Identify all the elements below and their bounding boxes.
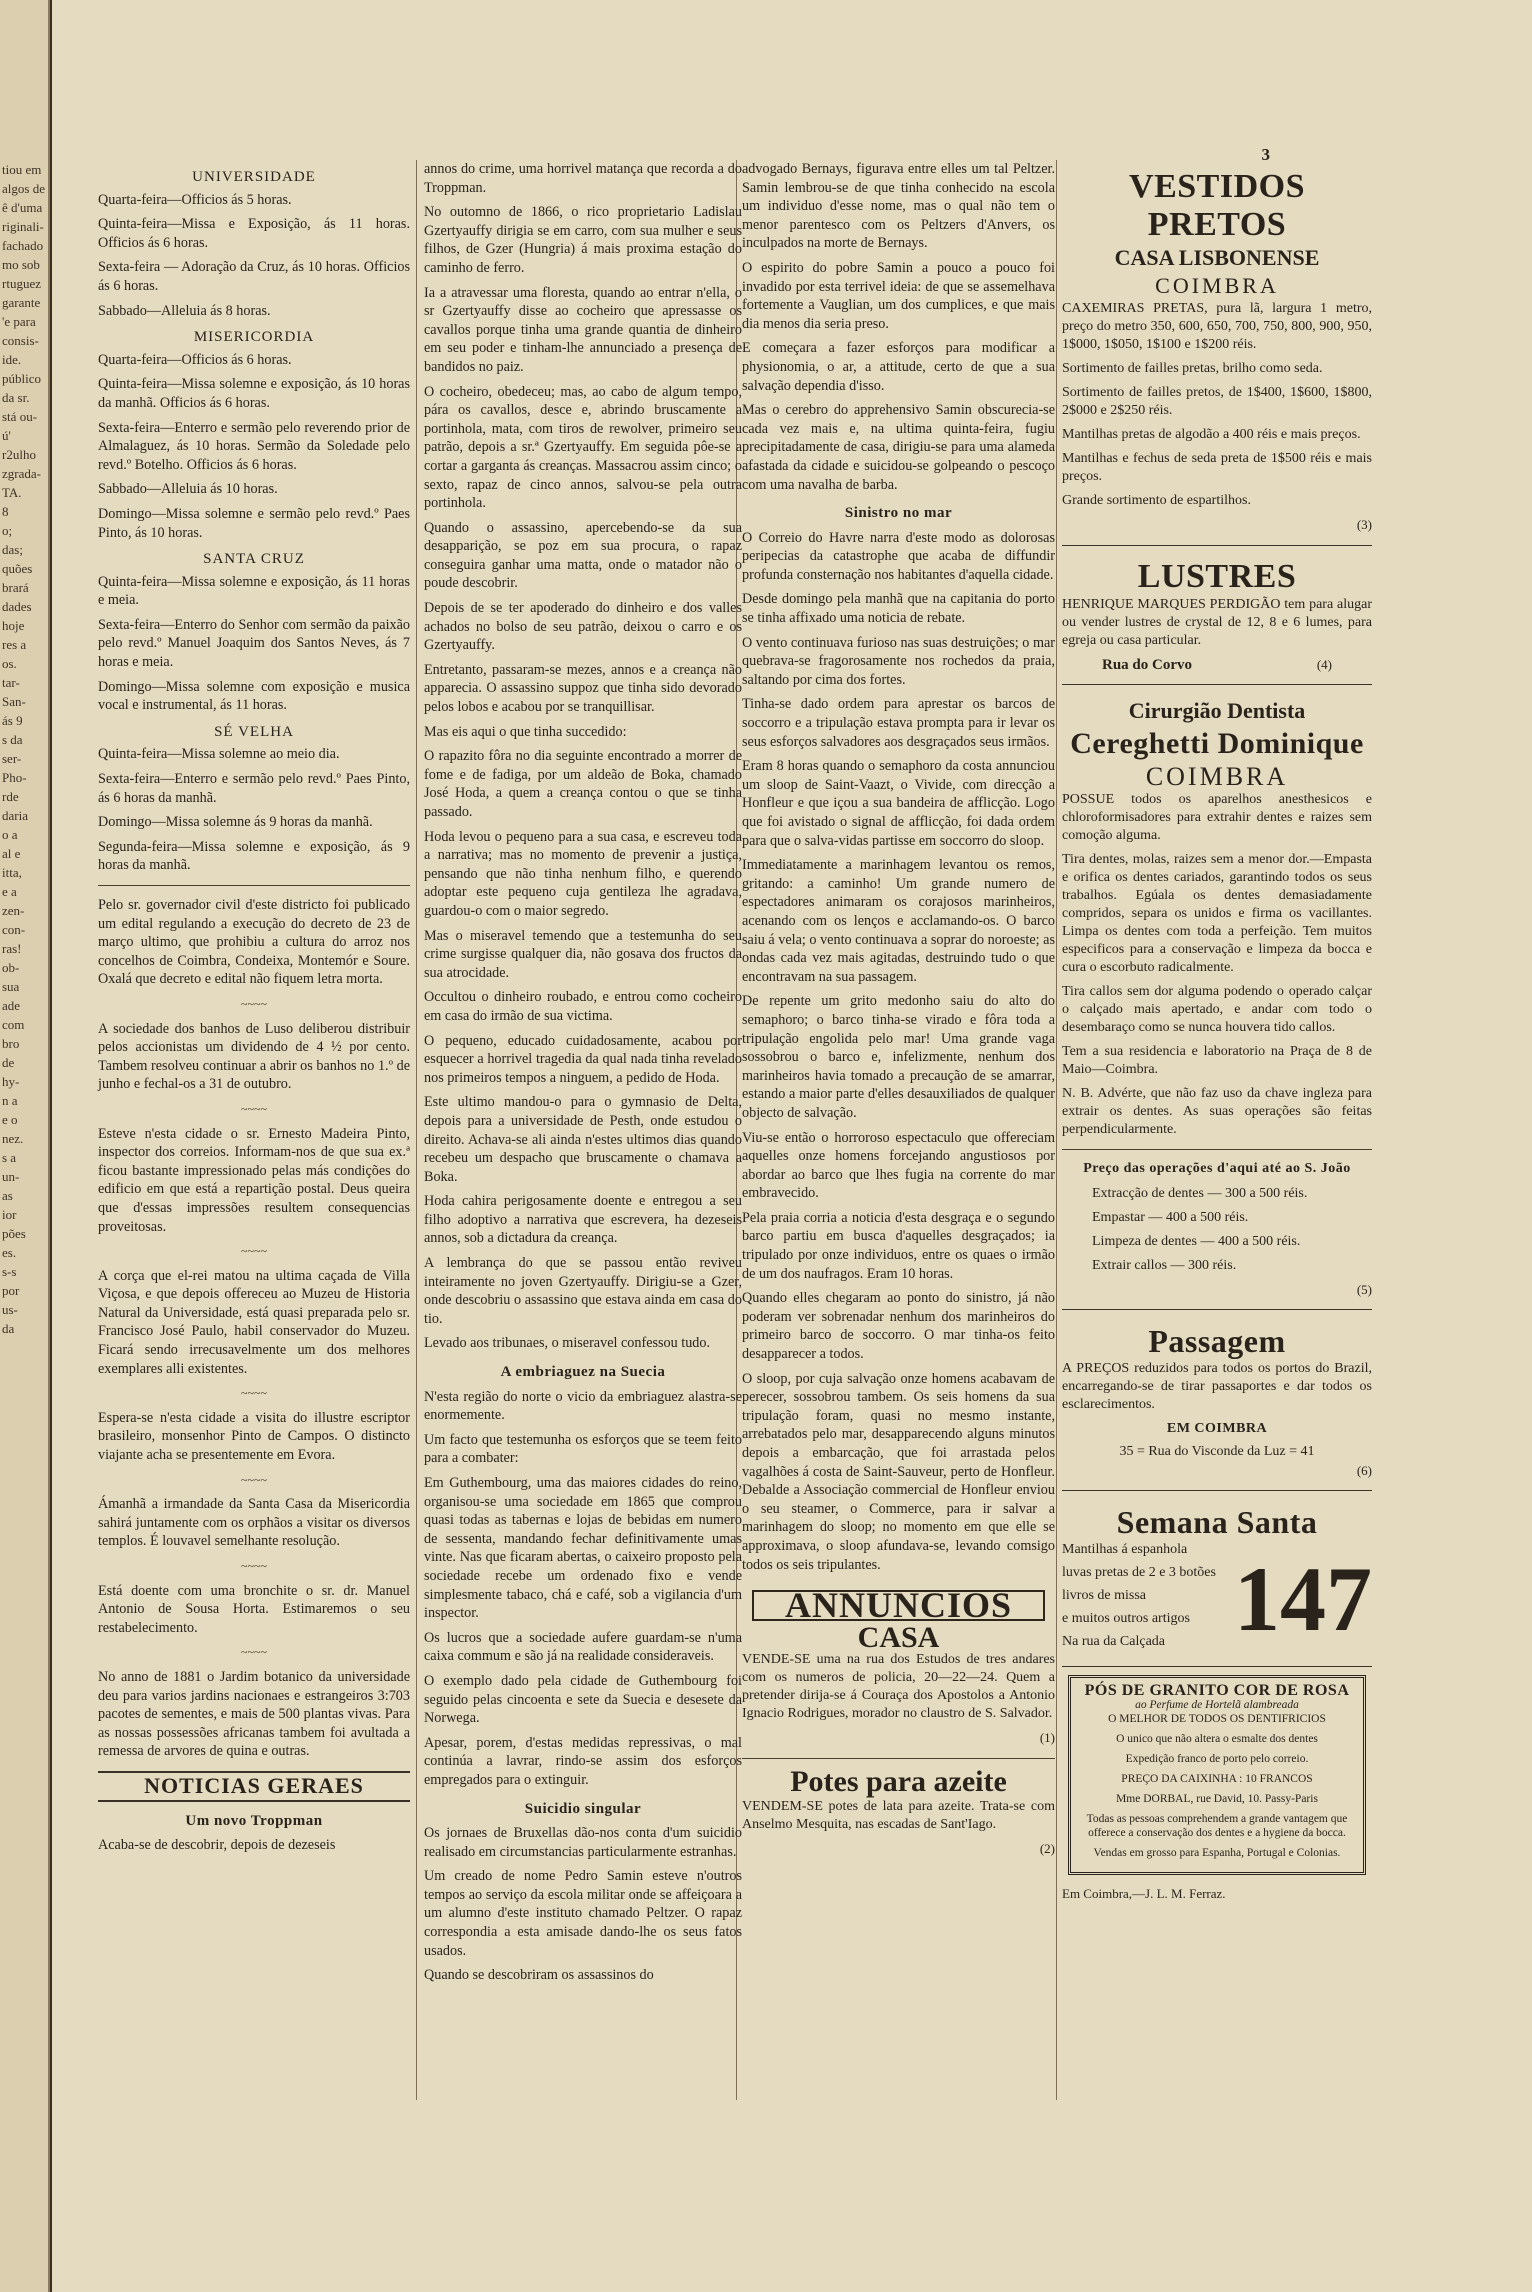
article-paragraph: Um facto que testemunha os esforços que se teem feito para a combater: — [424, 1431, 742, 1467]
column-4 — [1062, 160, 1372, 1904]
schedule-entry: Sabbado—Alleluia ás 8 horas. — [98, 302, 271, 319]
article-paragraph: No outomno de 1866, o rico proprietario Ladislau Gzertyauffy dirigia se em carro, com sua mulher e seus filhos, de Gzer (Hungria) á mais proxima estação do caminho de ferro. — [424, 204, 742, 276]
article-paragraph: E começara a fazer esforços para modificar a physionomia, o ar, a attitude, certo de que a sua salvação dependia d'isso. — [742, 340, 1055, 394]
schedule-entry: Quinta-feira—Missa e Exposição, ás 11 horas. Officios ás 6 horas. — [98, 216, 410, 251]
previous-page-fragment: quões — [2, 561, 33, 576]
lustres-title: LUSTRES — [1137, 557, 1297, 595]
vestidos-ad — [1062, 160, 1372, 546]
passagem-ad — [1062, 1314, 1372, 1491]
ornament-divider: ~~~~ — [241, 1101, 267, 1116]
previous-page-fragment: tiou em — [2, 162, 42, 177]
article-paragraph: Tinha-se dado ordem para aprestar os barcos de soccorro e a tripulação estava prompta para ir levar os seus esforços salvadores aos desgraçados seus irmãos. — [742, 696, 1055, 750]
previous-page-fragment: ior — [2, 1207, 17, 1222]
previous-page-fragment: al e — [2, 846, 21, 861]
divider — [98, 885, 410, 886]
previous-page-fragment: da sr. — [2, 390, 30, 405]
dentista-text — [1062, 791, 1372, 1139]
previous-page-fragment: con- — [2, 922, 26, 937]
article-paragraph: Um creado de nome Pedro Samin esteve n'outros tempos ao serviço da escola militar onde se affeiçoara a um alumno d'este instituto chamado Peltzer. O rapaz correspondia a esta amisade dando-lhe os seus fatos usados. — [424, 1868, 742, 1959]
previous-page-fragment: Pho- — [2, 770, 27, 785]
previous-page-fragment: daria — [2, 808, 28, 823]
passagem-text: A PREÇOS reduzidos para todos os portos do Brazil, encarregando-se de tirar passaportes e dar todos os esclarecimentos. — [1062, 1361, 1372, 1413]
lustres-address: Rua do Corvo — [1102, 656, 1193, 673]
article-paragraph: Mas o miseravel temendo que a testemunha do seu crime surgisse qualquer dia, não gosava dos fructos da sua atrocidade. — [424, 927, 742, 981]
soap-line: Expedição franco de porto pelo correio. — [1125, 1753, 1309, 1766]
schedule-entry: Quarta-feira—Officios ás 5 horas. — [98, 191, 292, 208]
schedule-entry: Sexta-feira—Enterro e sermão pelo reverendo prior de Almalaguez, ás 10 horas. Sermão da Soledade pelo revd.º Botelho. Officios ás 6 horas. — [98, 419, 410, 473]
semana-santa-ad — [1062, 1495, 1372, 1667]
previous-page-fragment: tar- — [2, 675, 20, 690]
previous-page-fragment: da — [2, 1321, 15, 1336]
article-paragraph: De repente um grito medonho saiu do alto do semaphoro; o barco tinha-se virado e fôra toda a tripulação engolida pelo mar! Uma grande vaga sossobrou o barco e, infelizmente, nenhum dos marinheiros havia tomado a precaução de se amarrar, estando a maior parte d'elles desauxiliados de qualquer objecto de salvação. — [742, 993, 1055, 1121]
soap-line: Vendas em grosso para Espanha, Portugal e Colonias. — [1093, 1847, 1341, 1860]
section-head-se-velha: SÉ VELHA — [214, 723, 294, 740]
local-news-list — [98, 896, 410, 1761]
previous-page-fragment: s-s — [2, 1264, 17, 1279]
article-paragraph: O cocheiro, obedeceu; mas, ao cabo de algum tempo, pára os cavallos, desce e, abrindo bruscamente a portinhola, mata, com tiros de rewolver, primeiro seu patrão, depois a sr.ª Gzertyauffy. Em seguida pôe-se a cortar a garganta ás creanças. Massacrou assim cinco; o sexto, rapaz de cinco annos, salvou-se pela outra portinhola. — [424, 383, 742, 512]
dentifricio-ad — [1068, 1675, 1366, 1875]
schedule-entry: Domingo—Missa solemne com exposição e musica vocal e instrumental, ás 11 horas. — [98, 678, 410, 714]
previous-page-fragment: us- — [2, 1302, 18, 1317]
semana-number: 147 — [1234, 1547, 1372, 1650]
previous-page-fragment: r2ulho — [2, 447, 36, 462]
article-paragraph: Os jornaes de Bruxellas dão-nos conta d'um suicidio realisado em circumstancias particularmente estranhas. — [424, 1825, 742, 1860]
previous-page-fragment: pões — [2, 1226, 26, 1241]
ornament-divider: ~~~~ — [241, 1559, 267, 1573]
section-head-misericordia: MISERICORDIA — [193, 329, 315, 346]
price-line: Empastar — 400 a 500 réis. — [1092, 1209, 1249, 1225]
section-head-universidade: UNIVERSIDADE — [192, 169, 316, 185]
previous-page-fragment: ide. — [2, 352, 22, 367]
misericordia-list — [98, 351, 410, 542]
previous-page-fragment: n a — [2, 1093, 18, 1108]
article-paragraph: O exemplo dado pela cidade de Guthembourg foi seguido pelas cincoenta e sete da Suecia e desesete da Norwega. — [424, 1672, 742, 1727]
lustres-number: (4) — [1316, 656, 1332, 672]
vestidos-number: (3) — [1356, 517, 1372, 532]
previous-page-fragment: e a — [2, 884, 17, 899]
previous-page-fragment: garante — [2, 295, 41, 310]
ad-line: Sortimento de failles pretas, brilho como seda. — [1062, 361, 1323, 376]
ad-line: Mantilhas pretas de algodão a 400 réis e mais preços. — [1062, 427, 1361, 442]
ad-line: Grande sortimento de espartilhos. — [1062, 493, 1251, 508]
schedule-entry: Quinta-feira—Missa solemne ao meio dia. — [98, 746, 340, 763]
potes-ad-number: (2) — [1039, 1840, 1055, 1856]
previous-page-fragment: ê d'uma — [2, 200, 43, 215]
previous-page-fragment: itta, — [2, 865, 22, 880]
casa-ad-title: CASA — [857, 1620, 940, 1654]
semana-list — [1062, 1541, 1216, 1656]
article-paragraph: A lembrança do que se passou então reviveu inteiramente no joven Gzertyauffy. Dirigiu-se a Gzer, onde descobriu o assassino que estava ainda em casa do tio. — [424, 1255, 742, 1327]
article-paragraph: Em Guthembourg, uma das maiores cidades do reino, organisou-se uma sociedade em 1865 que comprou quasi todas as tabernas e lojas de bebidas em numero de sessenta, mandando fechar definitivamente umas vinte. Nas que ficaram abertas, o caixeiro proposto pela sociedade recebe um ordenado fixo e vende simplesmente tabaco, chá e café, sob a vigilancia d'um inspector. — [424, 1475, 742, 1622]
previous-page-fragment: por — [2, 1283, 20, 1298]
schedule-entry: Sexta-feira—Enterro e sermão pelo revd.º Paes Pinto, ás 6 horas da manhã. — [98, 771, 410, 806]
lustres-ad — [1062, 550, 1372, 686]
soap-subtitle: ao Perfume de Hortelã alambreada — [1135, 1699, 1299, 1712]
ornament-divider: ~~~~ — [241, 1386, 267, 1401]
schedule-entry: Sabbado—Alleluia ás 10 horas. — [98, 481, 278, 498]
column-rule — [416, 160, 417, 2100]
potes-ad-title: Potes para azeite — [790, 1764, 1007, 1798]
passagem-number: (6) — [1356, 1462, 1372, 1478]
previous-page-fragment: San- — [2, 694, 26, 709]
previous-page-fragment: de — [2, 1055, 15, 1070]
passagem-title: Passagem — [1148, 1323, 1286, 1360]
previous-page-fragment: das; — [2, 542, 23, 557]
article-paragraph: Viu-se então o horroroso espectaculo que offereciam aquelles onze homens forcejando angustiosos por abordar ao barco que lhes fugia na corrente do mar embravecido. — [742, 1129, 1055, 1202]
samin-article — [742, 160, 1055, 494]
previous-page-fragment: o a — [2, 827, 18, 842]
previous-page-fragment: dades — [2, 599, 32, 614]
page-number: 3 — [1261, 145, 1270, 164]
annuncios-heading: ANNUNCIOS — [752, 1590, 1045, 1621]
noticias-geraes-heading: NOTICIAS GERAES — [98, 1771, 410, 1802]
dentista-ad — [1062, 689, 1372, 1310]
soap-line: Todas as pessoas comprehendem a grande vantagem que offerece a conservação dos dentes e a hygiene da bocca. — [1086, 1813, 1348, 1840]
dentista-city: COIMBRA — [1145, 762, 1289, 792]
previous-page-fragment: zen- — [2, 903, 25, 918]
previous-page-fragment: brará — [2, 580, 29, 595]
previous-page-fragment: TA. — [2, 485, 22, 500]
se-velha-list — [98, 745, 410, 875]
news-item: Esteve n'esta cidade o sr. Ernesto Madeira Pinto, inspector dos correios. Informam-nos de que sua ex.ª ficou bastante impressionado pelas más condições do edificio em que está a repartição postal. Deus queira que d'essas impressões resultem consequencias proveitosas. — [98, 1125, 410, 1235]
previous-page-fragment: bro — [2, 1036, 20, 1051]
divider — [742, 1758, 1055, 1759]
previous-page-fragment: consis- — [2, 333, 39, 348]
passagem-address: 35 = Rua do Visconde da Luz = 41 — [1119, 1443, 1315, 1459]
previous-page-fragment: ras! — [2, 941, 22, 956]
article-paragraph: Levado aos tribunaes, o miseravel confessou tudo. — [424, 1335, 711, 1352]
column-1 — [98, 160, 410, 1861]
article-paragraph: O vento continuava furioso nas suas destruições; o mar quebrava-se fragorosamente nos rochedos da praia, saltando por cima dos fortes. — [742, 634, 1055, 688]
ad-line: Mantilhas e fechus de seda preta de 1$500 réis e mais preços. — [1062, 451, 1372, 484]
signature: Em Coimbra,—J. L. M. Ferraz. — [1062, 1886, 1226, 1902]
semana-line: e muitos outros artigos — [1062, 1611, 1190, 1627]
previous-page-fragment: sua — [2, 979, 20, 994]
schedule-entry: Quinta-feira—Missa solemne e exposição, ás 10 horas da manhã. Officios ás 6 horas. — [98, 376, 410, 411]
news-item: No anno de 1881 o Jardim botanico da universidade deu para varios jardins nacionaes e estrangeiros 3:703 pacotes de sementes, e mais de 500 plantas vivas. Para as nossas possessões africanas tambem foi avultada a remessa de arvores de quina e outras. — [98, 1668, 410, 1760]
schedule-entry: Domingo—Missa solemne e sermão pelo revd.º Paes Pinto, ás 10 horas. — [98, 505, 410, 541]
previous-page-fragment: stá ou- — [2, 409, 38, 424]
article-paragraph: Ia a atravessar uma floresta, quando ao entrar n'ella, o sr Gzertyauffy disse ao cocheiro que apressasse os cavallos porque tinha uma grande quantia de dinheiro em seu poder e tinham-lhe annunciado a presença de bandidos no paiz. — [424, 284, 742, 375]
article-paragraph: Mas o cerebro do apprehensivo Samin obscurecia-se cada vez mais e, na ultima quinta-feira, fugiu precipitadamente de casa, dirigiu-se para uma alameda afastada da cidade e suicidou-se golpeando o pescoço com uma navalha de barba. — [742, 402, 1055, 493]
dentista-name: Cereghetti Dominique — [1070, 727, 1364, 761]
previous-page-fragment: público — [2, 371, 41, 386]
troppman-start: Acaba-se de descobrir, depois de dezeseis — [98, 1837, 336, 1854]
price-line: Extrair callos — 300 réis. — [1092, 1257, 1237, 1273]
previous-page-fragment: as — [2, 1188, 13, 1203]
ad-line: N. B. Advérte, que não faz uso da chave ingleza para extrair os dentes. As suas operações são feitas perpendicularmente. — [1062, 1086, 1372, 1138]
news-item: Ámanhã a irmandade da Santa Casa da Misericordia sahirá juntamente com os orphãos a visitar os diversos templos. É louvavel semelhante resolução. — [98, 1496, 410, 1550]
schedule-entry: Sexta-feira—Enterro do Senhor com sermão da paixão pelo revd.º Manuel Joaquim dos Santos Neves, ás 7 horas e meia. — [98, 616, 410, 671]
dentista-heading: Cirurgião Dentista — [1128, 698, 1306, 724]
semana-line: luvas pretas de 2 e 3 botões — [1062, 1565, 1216, 1581]
divider — [1062, 1149, 1372, 1150]
previous-page-fragment: 8 — [2, 504, 9, 519]
column-rule — [1056, 160, 1057, 2100]
article-paragraph: Este ultimo mandou-o para o gymnasio de Delta, depois para a universidade de Pesth, onde estudou o direito. Achava-se ali ainda n'estes ultimos dias quando recebeu um despacho que bruscamente o chamava a Boka. — [424, 1094, 742, 1185]
news-item: A corça que el-rei matou na ultima caçada de Villa Viçosa, e que depois offereceu ao Muzeu de Historia Natural da Universidade, está quasi preparada pelo sr. Francisco José Paulo, habil conservador do Muzeu. Ficará sendo irrecusavelmente um dos melhores exemplares alli existentes. — [98, 1267, 410, 1377]
schedule-entry: Sexta-feira — Adoração da Cruz, ás 10 horas. Officios ás 6 horas. — [98, 259, 410, 294]
previous-page-fragments — [0, 0, 48, 1338]
previous-page-fragment: ser- — [2, 751, 22, 766]
previous-page-fragment: es. — [2, 1245, 17, 1260]
article-paragraph: Hoda cahira perigosamente doente e entregou a seu filho adoptivo a narrativa que escrevera, ha dezeseis annos, sob a dictadura da creança. — [424, 1193, 742, 1247]
section-head-santa-cruz: SANTA CRUZ — [203, 551, 305, 568]
casa-ad-number: (1) — [1039, 1730, 1055, 1746]
column-3 — [742, 160, 1055, 1858]
soap-line: PREÇO DA CAIXINHA : 10 FRANCOS — [1121, 1773, 1313, 1786]
precos-list — [1062, 1185, 1372, 1275]
previous-page-edge — [0, 0, 50, 2292]
previous-page-fragment: rtuguez — [2, 276, 41, 291]
previous-page-fragment: s da — [2, 732, 23, 747]
previous-page-fragment: ú' — [2, 428, 11, 443]
column-2 — [424, 160, 742, 1991]
universidade-list — [98, 191, 410, 321]
previous-page-fragment: zgrada- — [2, 466, 41, 481]
article-paragraph: annos do crime, uma horrivel matança que recorda a do Troppman. — [424, 161, 742, 196]
ornament-divider: ~~~~ — [241, 996, 267, 1011]
article-paragraph: O rapazito fôra no dia seguinte encontrado a morrer de fome e de fadiga, por um aldeão de Boka, chamado José Hoda, a quem a creança contou o que se tinha passado. — [424, 748, 742, 820]
previous-page-fragment: ás 9 — [2, 713, 23, 728]
article-paragraph: Quando o assassino, apercebendo-se da sua desapparição, se poz em sua procura, o rapaz conseguira ganhar uma matta, onde o matador não o poude descobrir. — [424, 519, 742, 592]
ad-line: Tira dentes, molas, raizes sem a menor dor.—Empasta e orifica os dentes cariados, garantindo todos os seus trabalhos. Egúala os dentes demasiadamente compridos, separa os unidos e firma os vacillantes. Limpa os dentes com toda a perfeição. Tem muitos especificos para a conservação e limpeza da bocca e cura o escorbuto radicalmente. — [1062, 852, 1372, 976]
ad-line: POSSUE todos os aparelhos anesthesicos e chloroformisadores para extrahir dentes e raizes sem comoção alguma. — [1062, 792, 1372, 844]
passagem-city: EM COIMBRA — [1166, 1421, 1268, 1437]
article-paragraph: Hoda levou o pequeno para a sua casa, e escreveu toda a narrativa; mas no momento de prevenir a justiça, pensando que não tinha nenhum filho, e querendo adoptar este pequeno cuja gentileza lhe agradava, guardou-o com o maior segredo. — [424, 828, 742, 919]
article-paragraph: Eram 8 horas quando o semaphoro da costa annunciou um sloop de Saint-Vaazt, o Vivide, com direcção a Honfleur e que içou a sua bandeira de afflicção. Logo que foi avistado o signal de afflicção, foi dada ordem para que o salva-vidas partisse em soccorro do sloop. — [742, 758, 1055, 849]
soap-line: Mme DORBAL, rue David, 10. Passy-Paris — [1116, 1793, 1318, 1806]
article-paragraph: Quando elles chegaram ao ponto do sinistro, já não poderam ver sobrenadar nenhum dos marinheiros do primeiro barco de soccorro. O mar tinha-os feito desapparecer a todos. — [742, 1290, 1055, 1363]
previous-page-fragment: fachado — [2, 238, 44, 253]
soap-line: O MELHOR DE TODOS OS DENTIFRICIOS — [1108, 1713, 1326, 1726]
previous-page-fragment: un- — [2, 1169, 20, 1184]
embriaguez-heading: A embriaguez na Suecia — [500, 1364, 666, 1381]
schedule-entry: Quinta-feira—Missa solemne e exposição, ás 11 horas e meia. — [98, 573, 410, 609]
article-paragraph: advogado Bernays, figurava entre elles um tal Peltzer. Samin lembrou-se de que tinha conhecido na escola um individuo d'esse nome, mas o qual não tem o menor parentesco com os Peltzers d'Anvers, os inculpados na morte de Bernays. — [742, 161, 1055, 252]
semana-body — [1062, 1541, 1372, 1656]
semana-title: Semana Santa — [1116, 1504, 1318, 1541]
schedule-entry: Quarta-feira—Officios ás 6 horas. — [98, 351, 292, 368]
ornament-divider: ~~~~ — [241, 1472, 267, 1487]
troppman-heading: Um novo Troppman — [185, 1812, 323, 1829]
previous-page-fragment: com — [2, 1017, 25, 1032]
ad-line: Tem a sua residencia e laboratorio na Praça de 8 de Maio—Coimbra. — [1062, 1044, 1372, 1078]
soap-brand: PÓS DE GRANITO COR DE ROSA — [1084, 1682, 1350, 1700]
previous-page-fragment: o; — [2, 523, 13, 538]
previous-page-fragment: e o — [2, 1112, 18, 1127]
suicidio-article — [424, 1824, 742, 1985]
embriaguez-article — [424, 1388, 742, 1790]
sinistro-heading: Sinistro no mar — [844, 505, 953, 522]
soap-lines — [1079, 1712, 1355, 1860]
newspaper-page — [52, 0, 1532, 2292]
semana-line: livros de missa — [1062, 1588, 1146, 1604]
sinistro-article — [742, 529, 1055, 1574]
news-item: A sociedade dos banhos de Luso deliberou distribuir pelos accionistas um dividendo de 4 ½ por cento. Tambem resolveu continuar a abrir os banhos no 1.º de junho e fechal-os a 31 de outubro. — [98, 1020, 410, 1093]
schedule-entry: Domingo—Missa solemne ás 9 horas da manhã. — [98, 814, 373, 831]
precos-heading: Preço das operações d'aqui até ao S. João — [1083, 1161, 1351, 1177]
article-paragraph: Apesar, porem, d'estas medidas repressivas, o mal continúa a lavrar, rindo-se assim dos esforços empregados para o extinguir. — [424, 1734, 742, 1788]
precos-number: (5) — [1356, 1281, 1372, 1297]
previous-page-fragment: ade — [2, 998, 21, 1013]
lustres-text: HENRIQUE MARQUES PERDIGÃO tem para alugar ou vender lustres de crystal de 12, 8 e 6 lumes, para egreja ou casa particular. — [1062, 596, 1372, 648]
vestidos-text — [1062, 300, 1372, 510]
troppman-article — [424, 160, 742, 1353]
previous-page-fragment: hy- — [2, 1074, 20, 1089]
schedule-entry: Segunda-feira—Missa solemne e exposição, ás 9 horas da manhã. — [98, 838, 410, 874]
previous-page-fragment: 'e para — [2, 314, 36, 329]
ornament-divider: ~~~~ — [241, 1244, 267, 1259]
ad-line: Tira callos sem dor alguma podendo o operado calçar o calçado mais apertado, e andar com todo o desembaraço como se nunca houvera tido callos. — [1062, 984, 1372, 1036]
vestidos-subtitle: CASA LISBONENSE — [1114, 245, 1320, 270]
article-paragraph: O espirito do pobre Samin a pouco a pouco foi invadido por esta terrivel ideia: de que se assemelhava fortemente a Vauglian, um dos cumplices, e que mais dia menos dia seria preso. — [742, 259, 1055, 332]
previous-page-fragment: res a — [2, 637, 27, 652]
news-item: Pelo sr. governador civil d'este districto foi publicado um edital regulando a execução do decreto de 23 de março ultimo, que prohibiu a cultura do arroz nos concelhos de Coimbra, Condeixa, Montemór e Soure. Oxalá que decreto e edital não fiquem letra morta. — [98, 897, 410, 988]
article-paragraph: Os lucros que a sociedade aufere guardam-se n'uma caixa commum e são já na realidade consideraveis. — [424, 1629, 742, 1665]
article-paragraph: Desde domingo pela manhã que na capitania do porto se tinha affixado uma noticia de rebate. — [742, 591, 1055, 627]
price-line: Limpeza de dentes — 400 a 500 réis. — [1092, 1233, 1301, 1249]
article-paragraph: O Correio do Havre narra d'este modo as dolorosas peripecias da catastrophe que acaba de diffundir profunda consternação nos habitantes d'aquella cidade. — [742, 529, 1055, 583]
previous-page-fragment: algos de — [2, 181, 45, 196]
potes-ad-text: VENDEM-SE potes de lata para azeite. Trata-se com Anselmo Mesquita, nas escadas de Sant'Iago. — [742, 1798, 1055, 1832]
previous-page-fragment: rde — [2, 789, 19, 804]
santa-cruz-list — [98, 573, 410, 715]
previous-page-fragment: s a — [2, 1150, 17, 1165]
article-paragraph: Depois de se ter apoderado do dinheiro e dos valles achados no bolso de seu patrão, deixou o carro e os Gzertyauffy. — [424, 600, 742, 654]
previous-page-fragment: hoje — [2, 618, 25, 633]
previous-page-fragment: os. — [2, 656, 17, 671]
article-paragraph: O sloop, por cuja salvação onze homens acabavam de perecer, sossobrou tambem. Os seis homens da sua tripulação foram, quasi no mesmo instante, arrebatados pelo mar, desapparecendo alguns minutos depois a embarcação, que foi arrastada pelos vagalhões á costa de Saint-Sauveur, perto de Honfleur. Debalde a Associação commercial de Honfleur enviou o seu steamer, o Commerce, para ir salvar a marinhagem do sloop; no momento em que elle se approximava, o sloop afundava-se, levando comsigo todos os seis tripulantes. — [742, 1370, 1055, 1573]
ad-line: Sortimento de failles pretos, de 1$400, 1$600, 1$800, 2$000 e 2$250 réis. — [1062, 385, 1372, 418]
previous-page-fragment: nez. — [2, 1131, 24, 1146]
lustres-footer — [1062, 656, 1372, 675]
price-line: Extracção de dentes — 300 a 500 réis. — [1092, 1185, 1308, 1201]
article-paragraph: Entretanto, passaram-se mezes, annos e a creança não apparecia. O assassino suppoz que tinha sido devorado pelos lobos e acabou por se tranquillisar. — [424, 661, 742, 716]
soap-line: O unico que não altera o esmalte dos dentes — [1116, 1733, 1318, 1746]
article-paragraph: Immediatamente a marinhagem levantou os remos, gritando: a caminho! Um grande numero de espectadores animaram os corajosos marinheiros, acenando com os lenços e acclamando-os. O barco saiu á vela; o vento continuava a soprar do noroeste; as ondas cada vez mais agitadas, destruindo tudo o que encontravam na sua passagem. — [742, 857, 1055, 985]
previous-page-fragment: riginali- — [2, 219, 44, 234]
semana-line: Mantilhas á espanhola — [1062, 1542, 1188, 1558]
article-paragraph: Occultou o dinheiro roubado, e entrou como cocheiro em casa do irmão de sua victima. — [424, 989, 742, 1024]
semana-line: Na rua da Calçada — [1062, 1634, 1165, 1650]
article-paragraph: Quando se descobriram os assassinos do — [424, 1967, 654, 1984]
suicidio-heading: Suicidio singular — [524, 1800, 642, 1817]
article-paragraph: Pela praia corria a noticia d'esta desgraça e o segundo barco partiu em busca d'aquelles desgraçados; ia tripulado por onze individuos, entre os quaes o irmão de um dos naufragos. Eram 10 horas. — [742, 1209, 1055, 1282]
news-item: Está doente com uma bronchite o sr. dr. Manuel Antonio de Sousa Horta. Estimaremos o seu restabelecimento. — [98, 1582, 410, 1636]
ad-line: CAXEMIRAS PRETAS, pura lã, largura 1 metro, preço do metro 350, 600, 650, 700, 750, 800, 900, 950, 1$000, 1$050, 1$100 e 1$200 réis. — [1062, 301, 1372, 352]
article-paragraph: N'esta região do norte o vicio da embriaguez alastra-se enormemente. — [424, 1388, 742, 1424]
article-paragraph: O pequeno, educado cuidadosamente, acabou por esquecer a horrivel tragedia da qual nada tinha revelado nos primeiros tempos a ninguem, a pedido de Hoda. — [424, 1032, 742, 1086]
previous-page-fragment: mo sob — [2, 257, 40, 272]
previous-page-fragment: ob- — [2, 960, 20, 975]
vestidos-city: COIMBRA — [1155, 273, 1279, 298]
news-item: Espera-se n'esta cidade a visita do illustre escriptor brasileiro, monsenhor Pinto de Campos. O distincto viajante acha se presentemente em Evora. — [98, 1409, 410, 1464]
vestidos-title: VESTIDOS PRETOS — [1129, 168, 1305, 243]
article-paragraph: Mas eis aqui o que tinha succedido: — [424, 723, 627, 740]
casa-ad-text: VENDE-SE uma na rua dos Estudos de tres andares com os numeros de policia, 20—22—24. Quem a pretender dirija-se á Couraça dos Apostolos a Antonio Ignacio Rodrigues, morador no claustro de S. Salvador. — [742, 1652, 1055, 1722]
ornament-divider: ~~~~ — [241, 1645, 267, 1660]
